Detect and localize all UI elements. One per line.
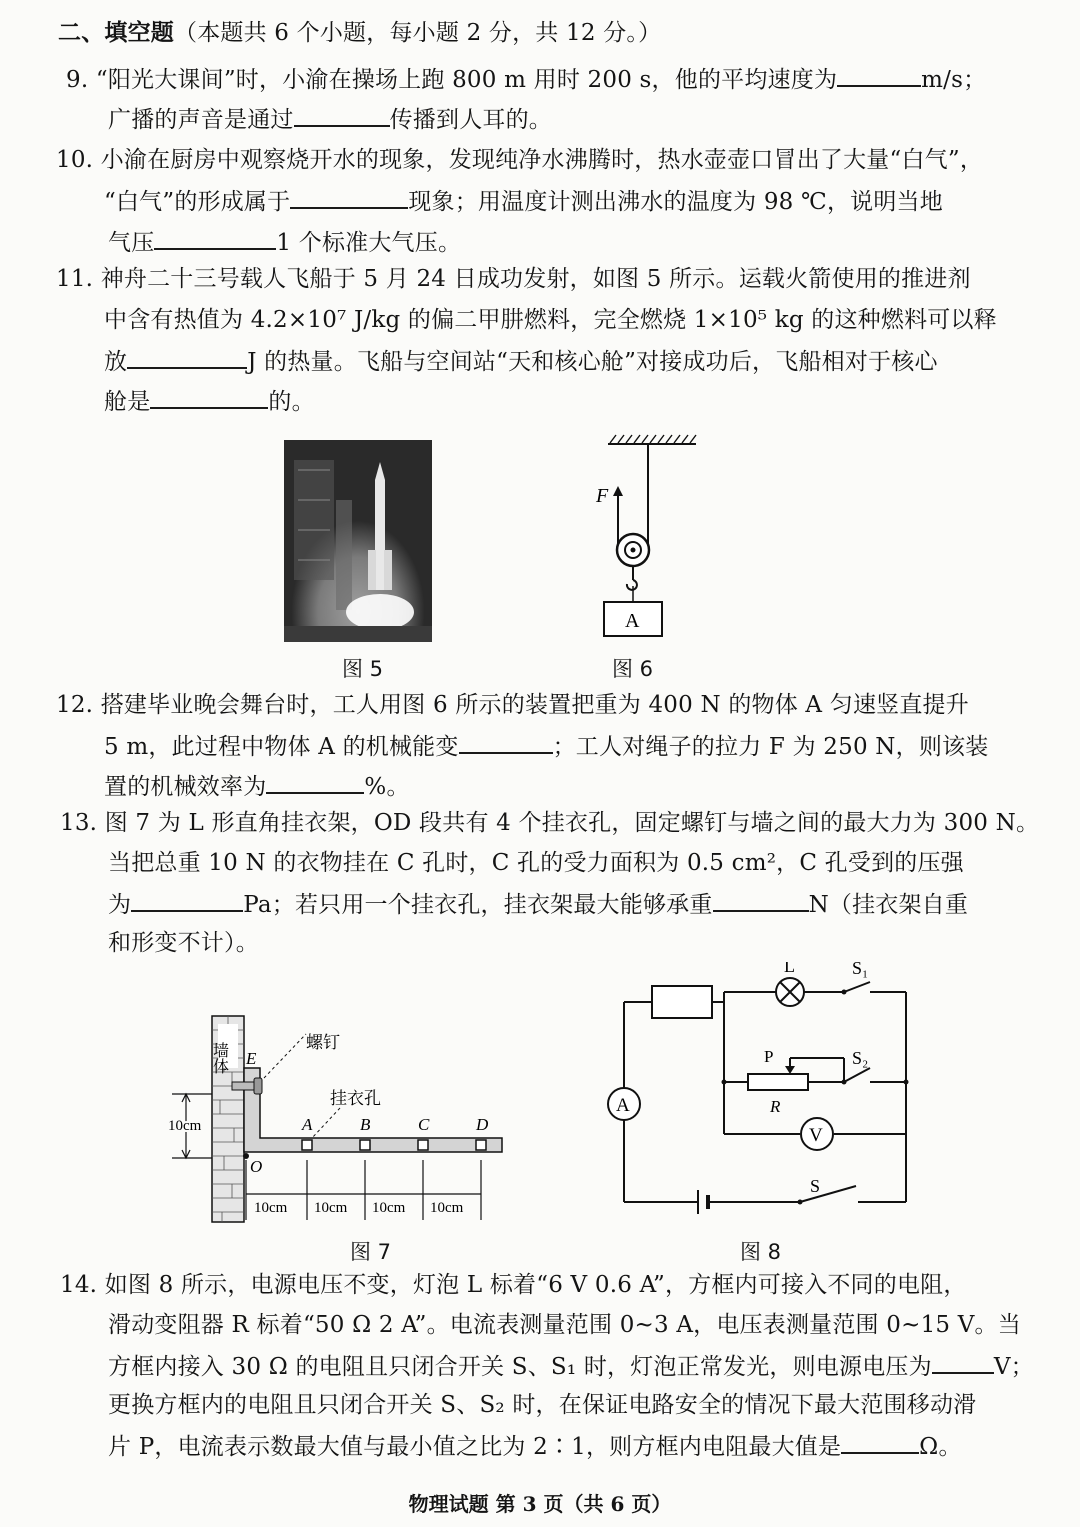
answer-blank[interactable]: [154, 226, 276, 250]
battery: [698, 1190, 708, 1214]
figure-6-caption: 图 6: [612, 657, 654, 681]
point-A-label: A: [302, 1115, 313, 1134]
figure-8-caption: 图 8: [740, 1240, 782, 1264]
movable-pulley: [617, 534, 649, 566]
hole-pointer: [312, 1108, 340, 1138]
answer-blank[interactable]: [837, 63, 921, 87]
segment-AB: 10cm: [314, 1200, 348, 1216]
question-number: 12.: [56, 692, 94, 718]
question-number: 14.: [60, 1272, 98, 1298]
answer-blank[interactable]: [266, 770, 364, 794]
switch-s: [798, 1186, 857, 1205]
lamp-label: L: [784, 962, 795, 976]
answer-blank[interactable]: [459, 730, 553, 754]
answer-blank[interactable]: [713, 888, 809, 912]
segment-OA: 10cm: [254, 1200, 288, 1216]
answer-blank[interactable]: [150, 385, 268, 409]
question-13-line-4: 和形变不计）。: [108, 930, 259, 956]
question-12-line-1: 12. 搭建毕业晚会舞台时，工人用图 6 所示的装置把重为 400 N 的物体 A 匀速竖直提升: [56, 692, 969, 718]
hook: [627, 566, 637, 590]
question-14-line-3: 方框内接入 30 Ω 的电阻且只闭合开关 S、S₁ 时，灯泡正常发光，则电源电压为 V；: [108, 1350, 1034, 1382]
question-14-line-5: 片 P，电流表示数最大值与最小值之比为 2∶1，则方框内电阻最大值是 Ω。: [108, 1430, 962, 1462]
section-title: 二、填空题: [58, 19, 174, 46]
question-13-line-3: 为 Pa；若只用一个挂衣孔，挂衣架最大能够承重 N（挂衣架自重: [108, 888, 968, 920]
question-10-line-2: “白气”的形成属于 现象；用温度计测出沸水的温度为 98 ℃，说明当地: [104, 185, 943, 217]
rheostat: [748, 1074, 808, 1090]
question-10-line-3: 气压 1 个标准大气压。: [108, 226, 461, 258]
question-14-line-1: 14. 如图 8 所示，电源电压不变，灯泡 L 标着“6 V 0.6 A”，方框内可接入不同的电阻，: [60, 1272, 967, 1298]
figure-6-pulley-diagram: [580, 430, 700, 654]
slider-arrow: [785, 1066, 795, 1074]
question-11-line-1: 11. 神舟二十三号载人飞船于 5 月 24 日成功发射，如图 5 所示。运载火箭使用的推进剂: [56, 266, 971, 292]
switch-s1-label: S₁: [852, 962, 869, 978]
height-label: 10cm: [168, 1118, 202, 1134]
figure-7-caption: 图 7: [350, 1240, 392, 1264]
figure-5-caption: 图 5: [342, 657, 384, 681]
circuit-wires: [624, 992, 906, 1202]
voltmeter-label: V: [809, 1125, 823, 1146]
point-C-label: C: [418, 1115, 430, 1134]
question-13-line-1: 13. 图 7 为 L 形直角挂衣架，OD 段共有 4 个挂衣孔，固定螺钉与墙之间的最大力为 300 N。: [60, 810, 1040, 836]
question-number: 11.: [56, 266, 94, 292]
resistor-box: [652, 986, 712, 1018]
question-11-line-4: 舱是 的。: [104, 385, 315, 417]
section-heading: [58, 18, 661, 48]
segment-BC: 10cm: [372, 1200, 406, 1216]
answer-blank[interactable]: [131, 888, 243, 912]
screw-label: 螺钉: [306, 1033, 340, 1052]
switch-s2-label: S₂: [852, 1048, 869, 1068]
point-E-label: E: [246, 1049, 257, 1068]
force-label: F: [596, 485, 609, 507]
figure-5-rocket-photo: [284, 440, 432, 646]
question-number: 13.: [60, 810, 98, 836]
answer-blank[interactable]: [294, 103, 390, 127]
question-10-line-1: 10. 小渝在厨房中观察烧开水的现象，发现纯净水沸腾时，热水壶壶口冒出了大量“白气”，: [56, 147, 984, 173]
point-B-label: B: [360, 1115, 371, 1134]
point-O: [243, 1153, 249, 1159]
screw-pointer: [264, 1034, 306, 1078]
answer-blank[interactable]: [290, 185, 408, 209]
ammeter-label: A: [616, 1095, 630, 1116]
switch-s-label: S: [810, 1176, 821, 1196]
question-9-line-2: 广播的声音是通过 传播到人耳的。: [108, 103, 552, 135]
question-11-line-2: 中含有热值为 4.2×10⁷ J/kg 的偏二甲肼燃料，完全燃烧 1×10⁵ kg 的这种燃料可以释: [104, 307, 997, 333]
answer-blank[interactable]: [127, 345, 247, 369]
switch-s1: [842, 982, 871, 995]
hole-D: [476, 1140, 486, 1150]
slider-label: P: [764, 1047, 774, 1066]
figure-8-circuit: [600, 962, 920, 1228]
answer-blank[interactable]: [841, 1430, 919, 1454]
force-arrow: [613, 486, 623, 510]
question-11-line-3: 放 J 的热量。飞船与空间站“天和核心舱”对接成功后，飞船相对于核心: [104, 345, 938, 377]
block-label: A: [625, 610, 640, 632]
question-13-line-2: 当把总重 10 N 的衣物挂在 C 孔时，C 孔的受力面积为 0.5 cm²，C 孔受到的压强: [108, 850, 964, 876]
question-number: 9.: [66, 67, 89, 93]
hole-C: [418, 1140, 428, 1150]
question-14-line-4: 更换方框内的电阻且只闭合开关 S、S₂ 时，在保证电路安全的情况下最大范围移动滑: [108, 1392, 977, 1418]
hole-label: 挂衣孔: [330, 1089, 381, 1108]
point-D-label: D: [476, 1115, 489, 1134]
answer-blank[interactable]: [932, 1350, 994, 1374]
hole-B: [360, 1140, 370, 1150]
question-number: 10.: [56, 147, 94, 173]
page-footer: 物理试题 第 3 页（共 6 页）: [408, 1492, 672, 1516]
hole-A: [302, 1140, 312, 1150]
l-shaped-rack: [244, 1068, 502, 1152]
wall-label: 墙体: [210, 1042, 228, 1074]
segment-CD: 10cm: [430, 1200, 464, 1216]
question-12-line-2: 5 m，此过程中物体 A 的机械能变 ；工人对绳子的拉力 F 为 250 N，则该装: [104, 730, 988, 762]
ceiling-hatch: [608, 435, 696, 444]
wall: [211, 1016, 245, 1222]
point-O-label: O: [250, 1157, 263, 1176]
rheostat-label: R: [770, 1097, 781, 1116]
question-14-line-2: 滑动变阻器 R 标着“50 Ω 2 A”。电流表测量范围 0~3 A，电压表测量范围 0~15 V。当: [108, 1312, 1021, 1338]
question-12-line-3: 置的机械效率为 %。: [104, 770, 410, 802]
lamp-icon: [776, 978, 804, 1006]
figure-7-clothes-rack: [168, 1010, 518, 1230]
question-9-line-1: 9. “阳光大课间”时，小渝在操场上跑 800 m 用时 200 s，他的平均速度为 m/s；: [66, 63, 986, 95]
rocket-launch-image: [284, 440, 432, 642]
section-note: （本题共 6 个小题，每小题 2 分，共 12 分。）: [174, 20, 662, 46]
